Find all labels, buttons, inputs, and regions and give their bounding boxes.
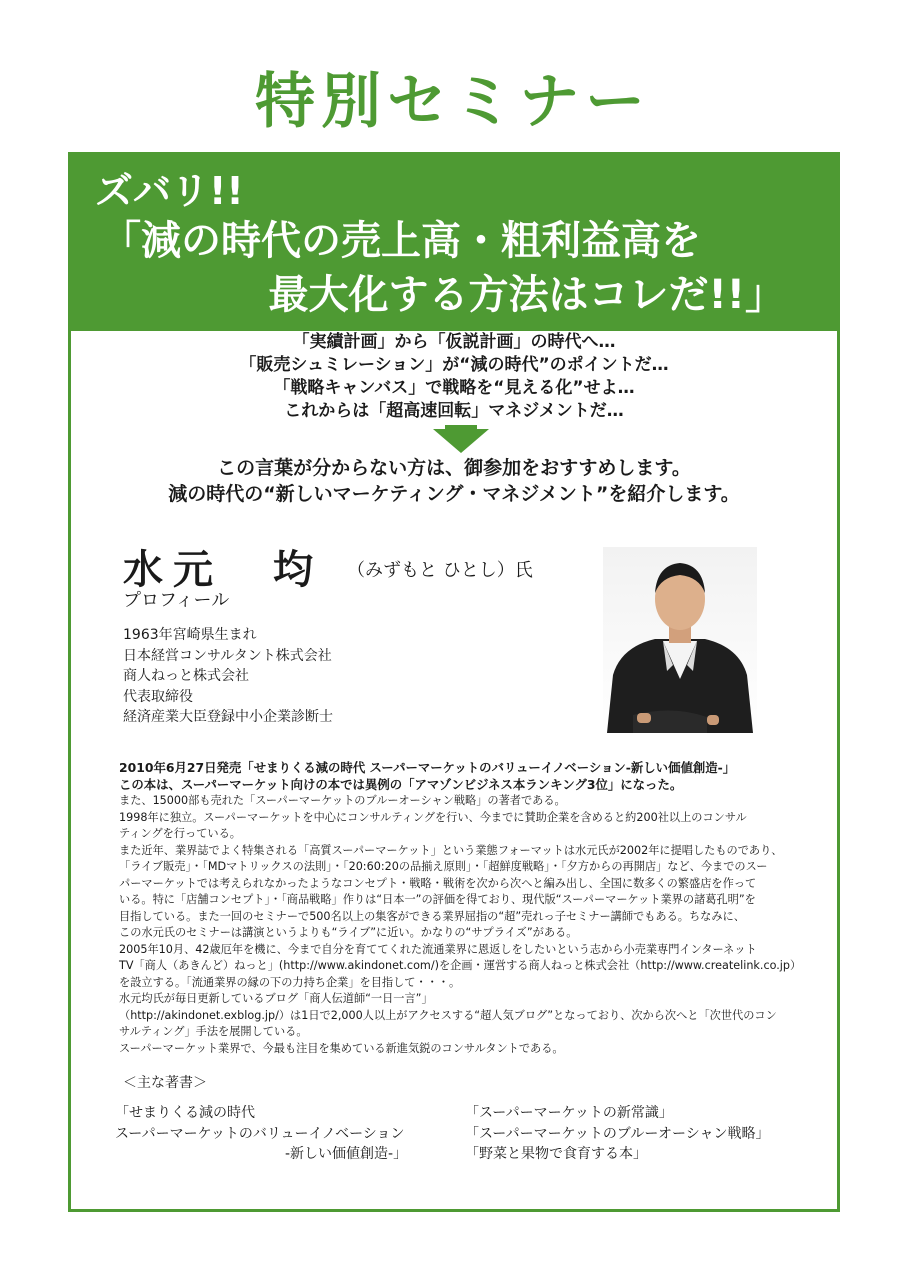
key-point: これからは「超高速回転」マネジメントだ… [284, 401, 624, 421]
headline-banner [71, 155, 837, 331]
books-list-right [465, 1103, 770, 1165]
book-title: 「せまりくる減の時代 [115, 1105, 255, 1121]
bio-line: （http://akindonet.exblog.jp/）は1日で2,000人以上がアクセスする“超人気ブログ”となっており、次から次へと「次世代のコン [119, 1008, 777, 1022]
recommend-line: この言葉が分からない方は、御参加をおすすめします。 [217, 457, 691, 479]
headline-line-1: ズバリ!! [95, 169, 244, 213]
book-title: 「スーパーマーケットのブルーオーシャン戦略」 [465, 1125, 770, 1142]
headline-line-2: 「減の時代の売上高・粗利益高を [101, 218, 701, 264]
profile-label: プロフィール [123, 590, 230, 611]
bio-line: パーマーケットでは考えられなかったようなコンセプト・戦略・戦術を次から次へと編み出し、全国に数多くの繁盛店を作って [119, 876, 757, 890]
speaker-name: 水元 均 [123, 546, 323, 593]
profile-item: 日本経営コンサルタント株式会社 [123, 647, 332, 664]
book-title: -新しい価値創造-」 [285, 1146, 408, 1162]
bio-line: を設立する。「流通業界の縁の下の力持ち企業」を目指して・・・。 [119, 975, 461, 989]
bio-line: この本は、スーパーマーケット向けの本では異例の「アマゾンビジネス本ランキング3位」になった。 [119, 777, 683, 792]
bio-line: また、15000部も売れた「スーパーマーケットのブルーオーシャン戦略」の著者である。 [119, 794, 566, 807]
page-title: 特別セミナー [255, 67, 651, 137]
headline-line-3: 最大化する方法はコレだ!!」 [268, 272, 785, 318]
profile-item: 1963年宮崎県生まれ [123, 627, 257, 643]
book-title: スーパーマーケットのバリューイノベーション [115, 1125, 405, 1142]
bio-line: この水元氏のセミナーは講演というよりも“ライブ”に近い。かなりの“サプライズ”がある。 [119, 926, 578, 939]
book-title: 「スーパーマーケットの新常識」 [465, 1105, 673, 1121]
key-point: 「実績計画」から「仮説計画」の時代へ… [292, 332, 616, 352]
down-arrow-icon [433, 429, 489, 453]
bio-line: 2005年10月、42歳厄年を機に、今まで自分を育ててくれた流通業界に恩返しをしたいという志から小売業専門インターネット [119, 942, 757, 956]
bio-line: スーパーマーケット業界で、今最も注目を集めている新進気鋭のコンサルタントである。 [119, 1041, 564, 1055]
bio-line: 1998年に独立。スーパーマーケットを中心にコンサルティングを行い、今までに賛助企業を含めると約200社以上のコンサル [119, 810, 747, 824]
bio-line: サルティング」手法を展開している。 [119, 1025, 308, 1038]
bio-line: 水元均氏が毎日更新しているブログ「商人伝道師“一日一言”」 [119, 992, 433, 1005]
profile-item: 商人ねっと株式会社 [123, 668, 249, 684]
bio-line: いる。特に「店舗コンセプト」・「商品戦略」作りは“日本一”の評価を得ており、現代版“スーパーマーケット業界の諸葛孔明”を [119, 893, 756, 906]
recommend-line: 減の時代の“新しいマーケティング・マネジメント”を紹介します。 [168, 483, 740, 505]
bio-line: また近年、業界誌でよく特集される「高質スーパーマーケット」という業態フォーマットは水元氏が2002年に提唱したものであり、 [119, 843, 783, 857]
profile-item: 代表取締役 [123, 688, 193, 705]
books-heading: ＜主な著書＞ [123, 1075, 207, 1091]
bio-line: ティングを行っている。 [119, 827, 241, 840]
seminar-frame [68, 152, 840, 1212]
speaker-reading: （みずもと ひとし）氏 [347, 560, 533, 581]
key-point: 「販売シュミレーション」が“減の時代”のポイントだ… [239, 355, 669, 375]
key-point: 「戦略キャンバス」で戦略を“見える化”せよ… [273, 378, 635, 398]
profile-list [123, 625, 333, 728]
speaker-photo [603, 547, 757, 733]
books-list-left [115, 1103, 407, 1165]
bio-line: 「ライブ販売」・「MDマトリックスの法則」・「20:60:20の品揃え原則」・「超鮮度戦略」・「夕方からの再開店」など、今までのスー [119, 860, 768, 873]
bio-line: TV「商人（あきんど）ねっと」(http://www.akindonet.com/)を企画・運営する商人ねっと株式会社（http://www.createlink.co.jp） [119, 959, 802, 972]
speaker-biography [119, 759, 809, 1057]
recommendation [71, 455, 837, 507]
bio-line: 目指している。また一回のセミナーで500名以上の集客ができる業界屈指の“超”売れっ子セミナー講師でもある。ちなみに、 [119, 909, 745, 923]
key-points [71, 331, 837, 423]
book-title: 「野菜と果物で食育する本」 [465, 1146, 647, 1162]
bio-line: 2010年6月27日発売「せまりくる減の時代 スーパーマーケットのバリューイノベーション-新しい価値創造-」 [119, 760, 736, 775]
profile-item: 経済産業大臣登録中小企業診断士 [123, 709, 333, 725]
